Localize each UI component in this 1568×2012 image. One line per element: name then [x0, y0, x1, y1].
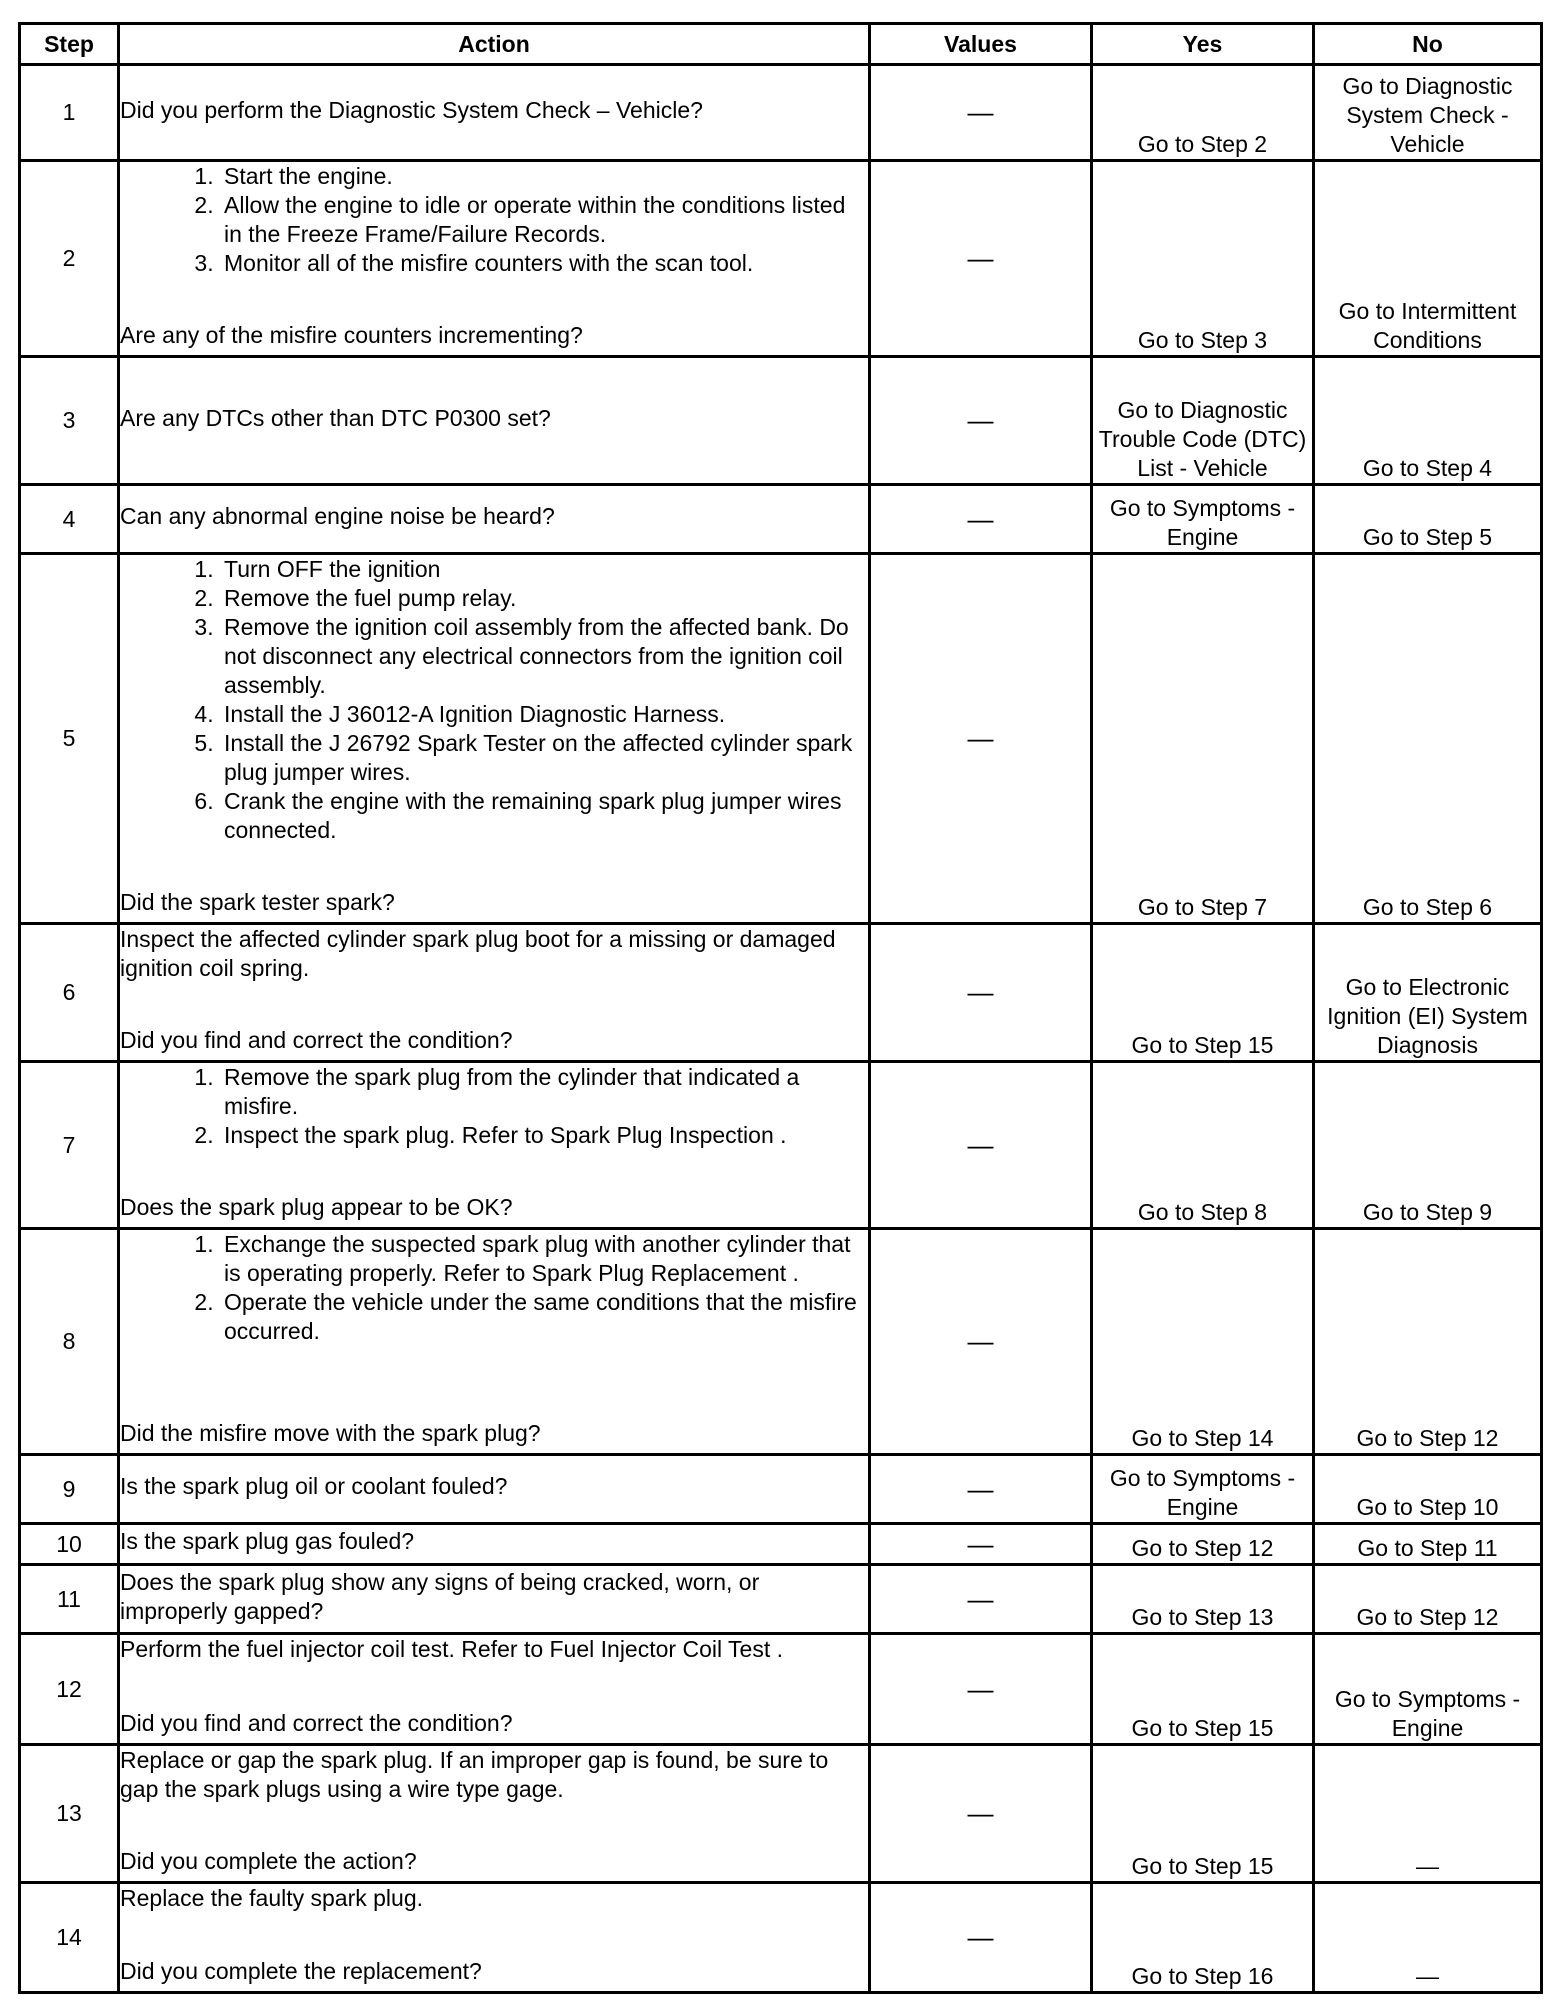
- table-row: [20, 357, 1542, 485]
- values-cell: —: [870, 1229, 1092, 1455]
- step-number: 13: [20, 1745, 119, 1883]
- values-cell: —: [870, 1883, 1092, 1993]
- action-cell: [119, 1524, 870, 1565]
- no-cell: Go to Step 12: [1314, 1229, 1542, 1455]
- step-number: 1: [20, 65, 119, 161]
- action-step-item: 1. Exchange the suspected spark plug with another cylinder that is operating properly. Refer to Spark Plug Replacement .: [220, 1230, 868, 1288]
- action-steps-list: [120, 555, 868, 845]
- values-cell: —: [870, 1565, 1092, 1634]
- table-row: [20, 161, 1542, 357]
- table-row: [20, 1565, 1542, 1634]
- action-text: Inspect the affected cylinder spark plug boot for a missing or damaged ignition coil spring.: [120, 926, 836, 981]
- yes-cell: Go to Step 8: [1092, 1062, 1314, 1229]
- no-cell: Go to Electronic Ignition (EI) System Diagnosis: [1314, 924, 1542, 1062]
- table-row: [20, 1745, 1542, 1883]
- action-cell: [119, 1565, 870, 1634]
- action-question: Did you find and correct the condition?: [120, 1710, 513, 1736]
- yes-cell: Go to Symptoms - Engine: [1092, 485, 1314, 554]
- values-cell: —: [870, 485, 1092, 554]
- yes-cell: Go to Step 15: [1092, 1745, 1314, 1883]
- no-cell: —: [1314, 1745, 1542, 1883]
- action-cell: [119, 1634, 870, 1745]
- step-number: 4: [20, 485, 119, 554]
- action-step-item: 3. Monitor all of the misfire counters with the scan tool.: [220, 249, 868, 278]
- action-cell: [119, 357, 870, 485]
- action-text: Is the spark plug gas fouled?: [120, 1528, 415, 1554]
- no-cell: Go to Step 10: [1314, 1455, 1542, 1524]
- step-number: 10: [20, 1524, 119, 1565]
- action-cell: [119, 65, 870, 161]
- action-step-item: 1. Turn OFF the ignition: [220, 555, 868, 584]
- yes-cell: Go to Step 2: [1092, 65, 1314, 161]
- yes-cell: Go to Step 16: [1092, 1883, 1314, 1993]
- header-row: [20, 24, 1542, 65]
- table-row: [20, 924, 1542, 1062]
- values-cell: —: [870, 1062, 1092, 1229]
- action-text: Is the spark plug oil or coolant fouled?: [120, 1473, 508, 1499]
- action-question: Did you complete the replacement?: [120, 1958, 482, 1984]
- yes-cell: Go to Step 14: [1092, 1229, 1314, 1455]
- action-question: Did the misfire move with the spark plug?: [120, 1420, 541, 1446]
- step-number: 12: [20, 1634, 119, 1745]
- header-no: No: [1314, 24, 1542, 65]
- values-cell: —: [870, 1745, 1092, 1883]
- action-step-item: 6. Crank the engine with the remaining spark plug jumper wires connected.: [220, 787, 868, 845]
- action-cell: [119, 1229, 870, 1455]
- step-number: 5: [20, 554, 119, 924]
- table-row: [20, 65, 1542, 161]
- action-text: Perform the fuel injector coil test. Refer to Fuel Injector Coil Test .: [120, 1636, 784, 1662]
- action-cell: [119, 1062, 870, 1229]
- step-number: 2: [20, 161, 119, 357]
- action-text: Replace the faulty spark plug.: [120, 1885, 424, 1911]
- table-body: [20, 65, 1542, 1993]
- values-cell: —: [870, 1524, 1092, 1565]
- header-values: Values: [870, 24, 1092, 65]
- no-cell: Go to Step 11: [1314, 1524, 1542, 1565]
- action-step-item: 5. Install the J 26792 Spark Tester on the affected cylinder spark plug jumper wires.: [220, 729, 868, 787]
- action-question: Did the spark tester spark?: [120, 889, 395, 915]
- action-step-item: 1. Remove the spark plug from the cylinder that indicated a misfire.: [220, 1063, 868, 1121]
- action-step-item: 2. Remove the fuel pump relay.: [220, 584, 868, 613]
- action-steps-list: [120, 1230, 868, 1346]
- action-cell: [119, 485, 870, 554]
- action-question: Does the spark plug appear to be OK?: [120, 1194, 513, 1220]
- yes-cell: Go to Step 12: [1092, 1524, 1314, 1565]
- yes-cell: Go to Step 3: [1092, 161, 1314, 357]
- action-cell: [119, 1745, 870, 1883]
- no-cell: Go to Step 4: [1314, 357, 1542, 485]
- yes-cell: Go to Diagnostic Trouble Code (DTC) List - Vehicle: [1092, 357, 1314, 485]
- header-action: Action: [119, 24, 870, 65]
- header-step: Step: [20, 24, 119, 65]
- values-cell: —: [870, 161, 1092, 357]
- no-cell: Go to Step 12: [1314, 1565, 1542, 1634]
- table-row: [20, 1062, 1542, 1229]
- action-cell: [119, 1883, 870, 1993]
- action-steps-list: [120, 162, 868, 278]
- action-cell: [119, 1455, 870, 1524]
- yes-cell: Go to Symptoms - Engine: [1092, 1455, 1314, 1524]
- no-cell: Go to Step 9: [1314, 1062, 1542, 1229]
- table-row: [20, 1229, 1542, 1455]
- values-cell: —: [870, 554, 1092, 924]
- action-text: Are any DTCs other than DTC P0300 set?: [120, 404, 551, 431]
- action-step-item: 2. Inspect the spark plug. Refer to Spark Plug Inspection .: [220, 1121, 868, 1150]
- action-step-item: 4. Install the J 36012-A Ignition Diagnostic Harness.: [220, 700, 868, 729]
- action-text: Does the spark plug show any signs of being cracked, worn, or improperly gapped?: [120, 1568, 760, 1624]
- yes-cell: Go to Step 13: [1092, 1565, 1314, 1634]
- step-number: 14: [20, 1883, 119, 1993]
- values-cell: —: [870, 1634, 1092, 1745]
- action-text: Did you perform the Diagnostic System Check – Vehicle?: [120, 96, 703, 123]
- step-number: 11: [20, 1565, 119, 1634]
- values-cell: —: [870, 357, 1092, 485]
- step-number: 7: [20, 1062, 119, 1229]
- values-cell: —: [870, 924, 1092, 1062]
- action-text: Can any abnormal engine noise be heard?: [120, 503, 555, 529]
- step-number: 6: [20, 924, 119, 1062]
- action-question: Are any of the misfire counters incrementing?: [120, 322, 583, 348]
- step-number: 9: [20, 1455, 119, 1524]
- no-cell: Go to Step 6: [1314, 554, 1542, 924]
- action-steps-list: [120, 1063, 868, 1150]
- action-cell: [119, 161, 870, 357]
- values-cell: —: [870, 1455, 1092, 1524]
- table-row: [20, 554, 1542, 924]
- step-number: 3: [20, 357, 119, 485]
- action-question: Did you complete the action?: [120, 1848, 417, 1874]
- action-step-item: 3. Remove the ignition coil assembly from the affected bank. Do not disconnect any electrical connectors from the ignition coil assembly.: [220, 613, 868, 700]
- no-cell: Go to Symptoms - Engine: [1314, 1634, 1542, 1745]
- no-cell: Go to Diagnostic System Check - Vehicle: [1314, 65, 1542, 161]
- values-cell: —: [870, 65, 1092, 161]
- yes-cell: Go to Step 7: [1092, 554, 1314, 924]
- no-cell: Go to Intermittent Conditions: [1314, 161, 1542, 357]
- action-step-item: 1. Start the engine.: [220, 162, 868, 191]
- yes-cell: Go to Step 15: [1092, 1634, 1314, 1745]
- action-text: Replace or gap the spark plug. If an improper gap is found, be sure to gap the spark plugs using a wire type gage.: [120, 1747, 829, 1802]
- table-row: [20, 485, 1542, 554]
- step-number: 8: [20, 1229, 119, 1455]
- header-yes: Yes: [1092, 24, 1314, 65]
- table-row: [20, 1634, 1542, 1745]
- no-cell: Go to Step 5: [1314, 485, 1542, 554]
- yes-cell: Go to Step 15: [1092, 924, 1314, 1062]
- action-question: Did you find and correct the condition?: [120, 1027, 513, 1053]
- table-row: [20, 1883, 1542, 1993]
- action-cell: [119, 554, 870, 924]
- table-row: [20, 1455, 1542, 1524]
- action-step-item: 2. Allow the engine to idle or operate within the conditions listed in the Freeze Frame/Failure Records.: [220, 191, 868, 249]
- diagnostic-table: [18, 22, 1543, 1994]
- no-cell: —: [1314, 1883, 1542, 1993]
- table-row: [20, 1524, 1542, 1565]
- action-step-item: 2. Operate the vehicle under the same conditions that the misfire occurred.: [220, 1288, 868, 1346]
- action-cell: [119, 924, 870, 1062]
